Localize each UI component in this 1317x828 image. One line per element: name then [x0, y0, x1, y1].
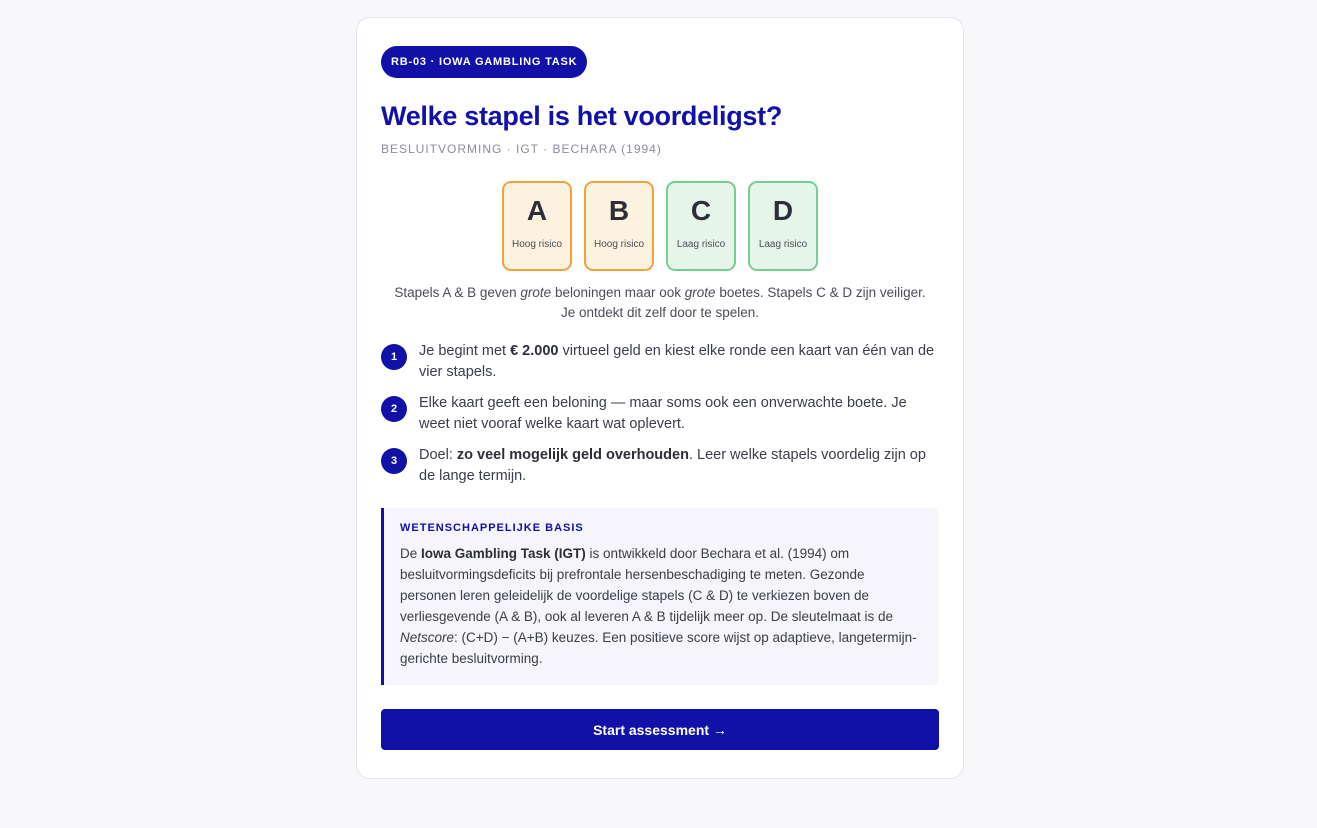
deck-explanation	[381, 283, 939, 323]
step-text	[419, 393, 939, 435]
step-text-part: . Leer welke stapels voordelig zijn op de lange termijn.	[419, 447, 926, 484]
step-text-bold: € 2.000	[510, 343, 559, 359]
science-text-bold: Iowa Gambling Task (IGT)	[421, 546, 586, 561]
scientific-basis-heading: WETENSCHAPPELIJKE BASIS	[400, 522, 584, 534]
deck-row	[381, 181, 939, 271]
deck-letter: C	[690, 195, 712, 226]
deck-a	[502, 181, 572, 271]
deck-letter: B	[608, 195, 630, 226]
step-item	[381, 393, 939, 435]
step-text-part: Je begint met	[419, 343, 511, 359]
step-item	[381, 341, 939, 383]
intro-card	[356, 17, 964, 779]
deck-risk-label: Hoog risico	[511, 239, 563, 250]
step-number: 1	[381, 344, 407, 370]
explain-text: beloningen maar ook	[551, 285, 685, 300]
step-text	[419, 445, 939, 487]
deck-c	[666, 181, 736, 271]
step-number: 2	[381, 396, 407, 422]
step-text	[419, 341, 939, 383]
step-item	[381, 445, 939, 487]
step-text-part: Doel:	[419, 447, 457, 463]
deck-b	[584, 181, 654, 271]
step-text-part: Elke kaart geeft een beloning — maar soms ook een onverwachte boete. Je weet niet vooraf welke kaart wat oplevert.	[419, 395, 907, 432]
science-text-emphasis: Netscore	[400, 630, 455, 645]
start-assessment-button[interactable]: Start assessment →	[381, 709, 939, 750]
science-text-part: De	[400, 546, 422, 561]
deck-letter: A	[526, 195, 548, 226]
deck-d	[748, 181, 818, 271]
step-text-part: virtueel geld en kiest elke ronde een kaart van één van de vier stapels.	[419, 343, 935, 380]
deck-risk-label: Hoog risico	[593, 239, 645, 250]
step-number: 3	[381, 448, 407, 474]
task-badge: RB-03 · IOWA GAMBLING TASK	[381, 46, 587, 78]
step-text-bold: zo veel mogelijk geld overhouden	[456, 447, 689, 463]
explain-text: Stapels A & B geven	[394, 285, 521, 300]
instruction-steps	[381, 341, 939, 487]
explain-emphasis: grote	[520, 285, 552, 300]
page-subtitle: BESLUITVORMING · IGT · BECHARA (1994)	[381, 142, 662, 156]
explain-emphasis: grote	[684, 285, 716, 300]
deck-risk-label: Laag risico	[758, 239, 808, 250]
page-title: Welke stapel is het voordeligst?	[381, 101, 783, 131]
deck-risk-label: Laag risico	[676, 239, 726, 250]
scientific-basis-text	[400, 543, 923, 669]
science-text-part: : (C+D) − (A+B) keuzes. Een positieve score wijst op adaptieve, langetermijn-gerichte besluitvorming.	[400, 630, 917, 666]
explain-text: boetes. Stapels C & D zijn veiliger. Je ontdekt dit zelf door te spelen.	[560, 285, 926, 320]
deck-letter: D	[772, 195, 794, 226]
science-text-part: is ontwikkeld door Bechara et al. (1994) om besluitvormingsdeficits bij prefrontale hersenbeschadiging te meten. Gezonde personen leren geleidelijk de voordelige stapels (C & D) te verkiezen boven de verliesgevende (A & B), ook al leveren A & B tijdelijk meer op. De sleutelmaat is de	[400, 546, 894, 624]
scientific-basis-box	[381, 508, 939, 685]
